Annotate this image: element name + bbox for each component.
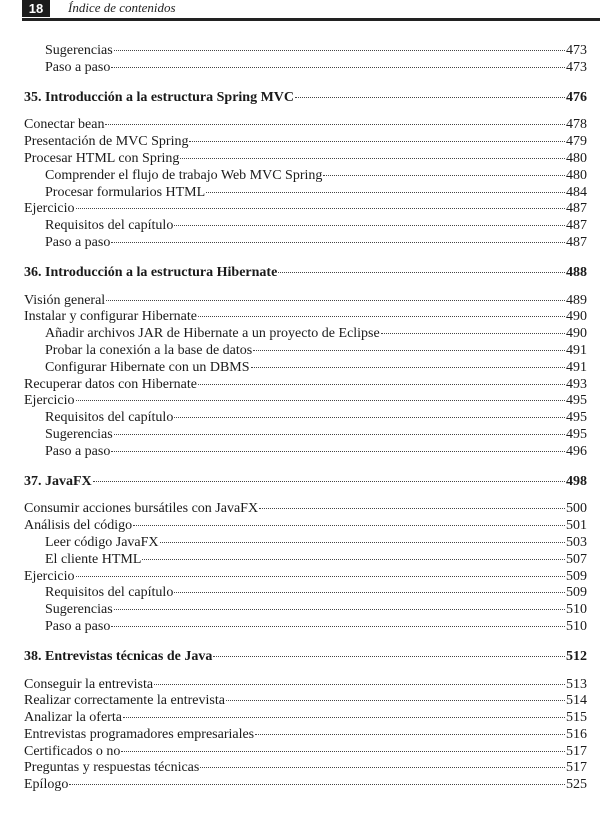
entry-title: Certificados o no: [24, 743, 121, 759]
dot-leader: [323, 175, 565, 176]
toc-entry[interactable]: [24, 744, 587, 761]
toc-entry[interactable]: [24, 293, 587, 310]
entry-page-number: 490: [566, 326, 587, 342]
entry-page-number: 510: [566, 602, 587, 618]
entry-page-number: 514: [566, 693, 587, 709]
entry-page-number: 496: [566, 443, 587, 459]
dot-leader: [111, 451, 565, 452]
entry-page-number: 501: [566, 518, 587, 534]
entry-title: Paso a paso: [45, 59, 111, 75]
dot-leader: [76, 400, 565, 401]
table-of-contents: [24, 43, 587, 794]
entry-page-number: 507: [566, 551, 587, 567]
entry-page-number: 489: [566, 292, 587, 308]
entry-title: El cliente HTML: [45, 551, 142, 567]
toc-entry[interactable]: [24, 501, 587, 518]
entry-title: Analizar la oferta: [24, 710, 122, 726]
toc-entry[interactable]: [24, 760, 587, 777]
toc-entry[interactable]: [24, 585, 587, 602]
dot-leader: [253, 350, 565, 351]
entry-page-number: 509: [566, 568, 587, 584]
toc-entry[interactable]: [24, 343, 587, 360]
chapter-section: [24, 265, 587, 461]
dot-leader: [278, 272, 565, 273]
entry-page-number: 478: [566, 117, 587, 133]
chapter-section: [24, 474, 587, 636]
toc-entry[interactable]: [24, 201, 587, 218]
toc-entry[interactable]: [24, 619, 587, 636]
toc-entry[interactable]: [24, 60, 587, 77]
dot-leader: [200, 767, 565, 768]
dot-leader: [213, 656, 565, 657]
dot-leader: [121, 751, 565, 752]
dot-leader: [189, 141, 565, 142]
chapter-heading[interactable]: [24, 474, 587, 491]
entry-page-number: 479: [566, 134, 587, 150]
entry-page-number: 503: [566, 534, 587, 550]
toc-entry[interactable]: [24, 185, 587, 202]
toc-entry[interactable]: [24, 427, 587, 444]
entry-page-number: 473: [566, 43, 587, 58]
entry-page-number: 476: [566, 89, 587, 105]
entry-title: Probar la conexión a la base de datos: [45, 342, 253, 358]
entry-page-number: 510: [566, 618, 587, 634]
toc-entry[interactable]: [24, 377, 587, 394]
entry-page-number: 495: [566, 410, 587, 426]
entry-title: Entrevistas programadores empresariales: [24, 726, 255, 742]
entry-page-number: 480: [566, 150, 587, 166]
entry-title: Análisis del código: [24, 518, 133, 534]
dot-leader: [381, 333, 565, 334]
toc-entry[interactable]: [24, 727, 587, 744]
toc-entry[interactable]: [24, 134, 587, 151]
dot-leader: [123, 717, 565, 718]
entry-title: 36. Introducción a la estructura Hibernate: [24, 264, 278, 280]
dot-leader: [76, 208, 565, 209]
running-title: Índice de contenidos: [68, 0, 176, 15]
entry-page-number: 513: [566, 676, 587, 692]
dot-leader: [93, 481, 565, 482]
toc-entry[interactable]: [24, 168, 587, 185]
entry-title: Requisitos del capítulo: [45, 218, 174, 234]
toc-entry[interactable]: [24, 535, 587, 552]
entry-page-number: 473: [566, 59, 587, 75]
entry-page-number: 487: [566, 218, 587, 234]
entry-page-number: 484: [566, 184, 587, 200]
dot-leader: [133, 525, 565, 526]
dot-leader: [111, 242, 565, 243]
dot-leader: [111, 626, 565, 627]
entry-title: Requisitos del capítulo: [45, 410, 174, 426]
chapter-section: [24, 90, 587, 252]
entry-page-number: 516: [566, 726, 587, 742]
dot-leader: [206, 192, 565, 193]
dot-leader: [106, 300, 565, 301]
entry-title: Procesar HTML con Spring: [24, 150, 180, 166]
entry-page-number: 488: [566, 264, 587, 280]
dot-leader: [198, 316, 565, 317]
toc-entry[interactable]: [24, 602, 587, 619]
entry-page-number: 493: [566, 376, 587, 392]
dot-leader: [180, 158, 565, 159]
dot-leader: [174, 225, 565, 226]
entry-title: 38. Entrevistas técnicas de Java: [24, 648, 213, 664]
dot-leader: [114, 609, 565, 610]
entry-page-number: 500: [566, 501, 587, 517]
entry-title: Ejercicio: [24, 393, 75, 409]
toc-entry[interactable]: [24, 218, 587, 235]
toc-entry[interactable]: [24, 151, 587, 168]
entry-title: Consumir acciones bursátiles con JavaFX: [24, 501, 259, 517]
entry-title: Sugerencias: [45, 602, 113, 618]
entry-page-number: 487: [566, 201, 587, 217]
dot-leader: [226, 700, 565, 701]
dot-leader: [174, 417, 565, 418]
entry-title: Leer código JavaFX: [45, 534, 159, 550]
entry-title: Comprender el flujo de trabajo Web MVC Spring: [45, 167, 323, 183]
entry-title: Epílogo: [24, 777, 69, 793]
entry-title: Procesar formularios HTML: [45, 184, 206, 200]
toc-entry[interactable]: [24, 677, 587, 694]
dot-leader: [160, 542, 565, 543]
chapter-heading[interactable]: [24, 649, 587, 666]
entry-title: Visión general: [24, 292, 106, 308]
dot-leader: [174, 592, 565, 593]
entry-page-number: 498: [566, 473, 587, 489]
dot-leader: [142, 559, 565, 560]
entry-title: Preguntas y respuestas técnicas: [24, 760, 200, 776]
entry-page-number: 491: [566, 342, 587, 358]
dot-leader: [114, 434, 565, 435]
dot-leader: [295, 97, 565, 98]
dot-leader: [259, 508, 565, 509]
toc-entry[interactable]: [24, 518, 587, 535]
toc-entry[interactable]: [24, 777, 587, 794]
entry-title: Configurar Hibernate con un DBMS: [45, 359, 250, 375]
entry-title: Sugerencias: [45, 426, 113, 442]
entry-title: 37. JavaFX: [24, 473, 92, 489]
toc-entry[interactable]: [24, 444, 587, 461]
entry-title: Conseguir la entrevista: [24, 676, 154, 692]
dot-leader: [255, 734, 565, 735]
entry-title: Presentación de MVC Spring: [24, 134, 189, 150]
entry-title: Sugerencias: [45, 43, 113, 58]
page-number: 18: [22, 0, 50, 17]
dot-leader: [114, 50, 565, 51]
entry-page-number: 487: [566, 234, 587, 250]
toc-entry[interactable]: [24, 569, 587, 586]
toc-entry[interactable]: [24, 552, 587, 569]
dot-leader: [154, 684, 565, 685]
dot-leader: [198, 384, 565, 385]
entry-title: 35. Introducción a la estructura Spring MVC: [24, 89, 295, 105]
dot-leader: [111, 67, 565, 68]
toc-entry[interactable]: [24, 360, 587, 377]
entry-page-number: 512: [566, 648, 587, 664]
entry-page-number: 517: [566, 743, 587, 759]
toc-entry[interactable]: [24, 326, 587, 343]
dot-leader: [251, 367, 565, 368]
entry-title: Ejercicio: [24, 201, 75, 217]
entry-page-number: 480: [566, 167, 587, 183]
chapter-section: [24, 649, 587, 794]
entry-title: Ejercicio: [24, 568, 75, 584]
dot-leader: [105, 124, 565, 125]
entry-page-number: 490: [566, 309, 587, 325]
toc-entry[interactable]: [24, 117, 587, 134]
entry-page-number: 517: [566, 760, 587, 776]
toc-entry[interactable]: [24, 710, 587, 727]
entry-page-number: 515: [566, 710, 587, 726]
toc-entry[interactable]: [24, 43, 587, 60]
entry-title: Paso a paso: [45, 443, 111, 459]
toc-entry[interactable]: [24, 235, 587, 252]
entry-page-number: 491: [566, 359, 587, 375]
chapter-heading[interactable]: [24, 265, 587, 282]
entry-title: Conectar bean: [24, 117, 105, 133]
chapter-heading[interactable]: [24, 90, 587, 107]
toc-entry[interactable]: [24, 393, 587, 410]
entry-title: Paso a paso: [45, 618, 111, 634]
entry-page-number: 495: [566, 426, 587, 442]
entry-page-number: 495: [566, 393, 587, 409]
entry-title: Paso a paso: [45, 234, 111, 250]
entry-title: Realizar correctamente la entrevista: [24, 693, 225, 709]
entry-title: Añadir archivos JAR de Hibernate a un proyecto de Eclipse: [45, 326, 380, 342]
entry-page-number: 509: [566, 585, 587, 601]
dot-leader: [69, 784, 565, 785]
toc-entry[interactable]: [24, 410, 587, 427]
dot-leader: [76, 576, 565, 577]
entry-title: Recuperar datos con Hibernate: [24, 376, 197, 392]
entry-title: Instalar y configurar Hibernate: [24, 309, 197, 325]
page-header: [0, 0, 600, 22]
entry-title: Requisitos del capítulo: [45, 585, 174, 601]
header-rule: [22, 18, 600, 21]
toc-entry[interactable]: [24, 309, 587, 326]
entry-page-number: 525: [566, 777, 587, 793]
toc-entry[interactable]: [24, 693, 587, 710]
